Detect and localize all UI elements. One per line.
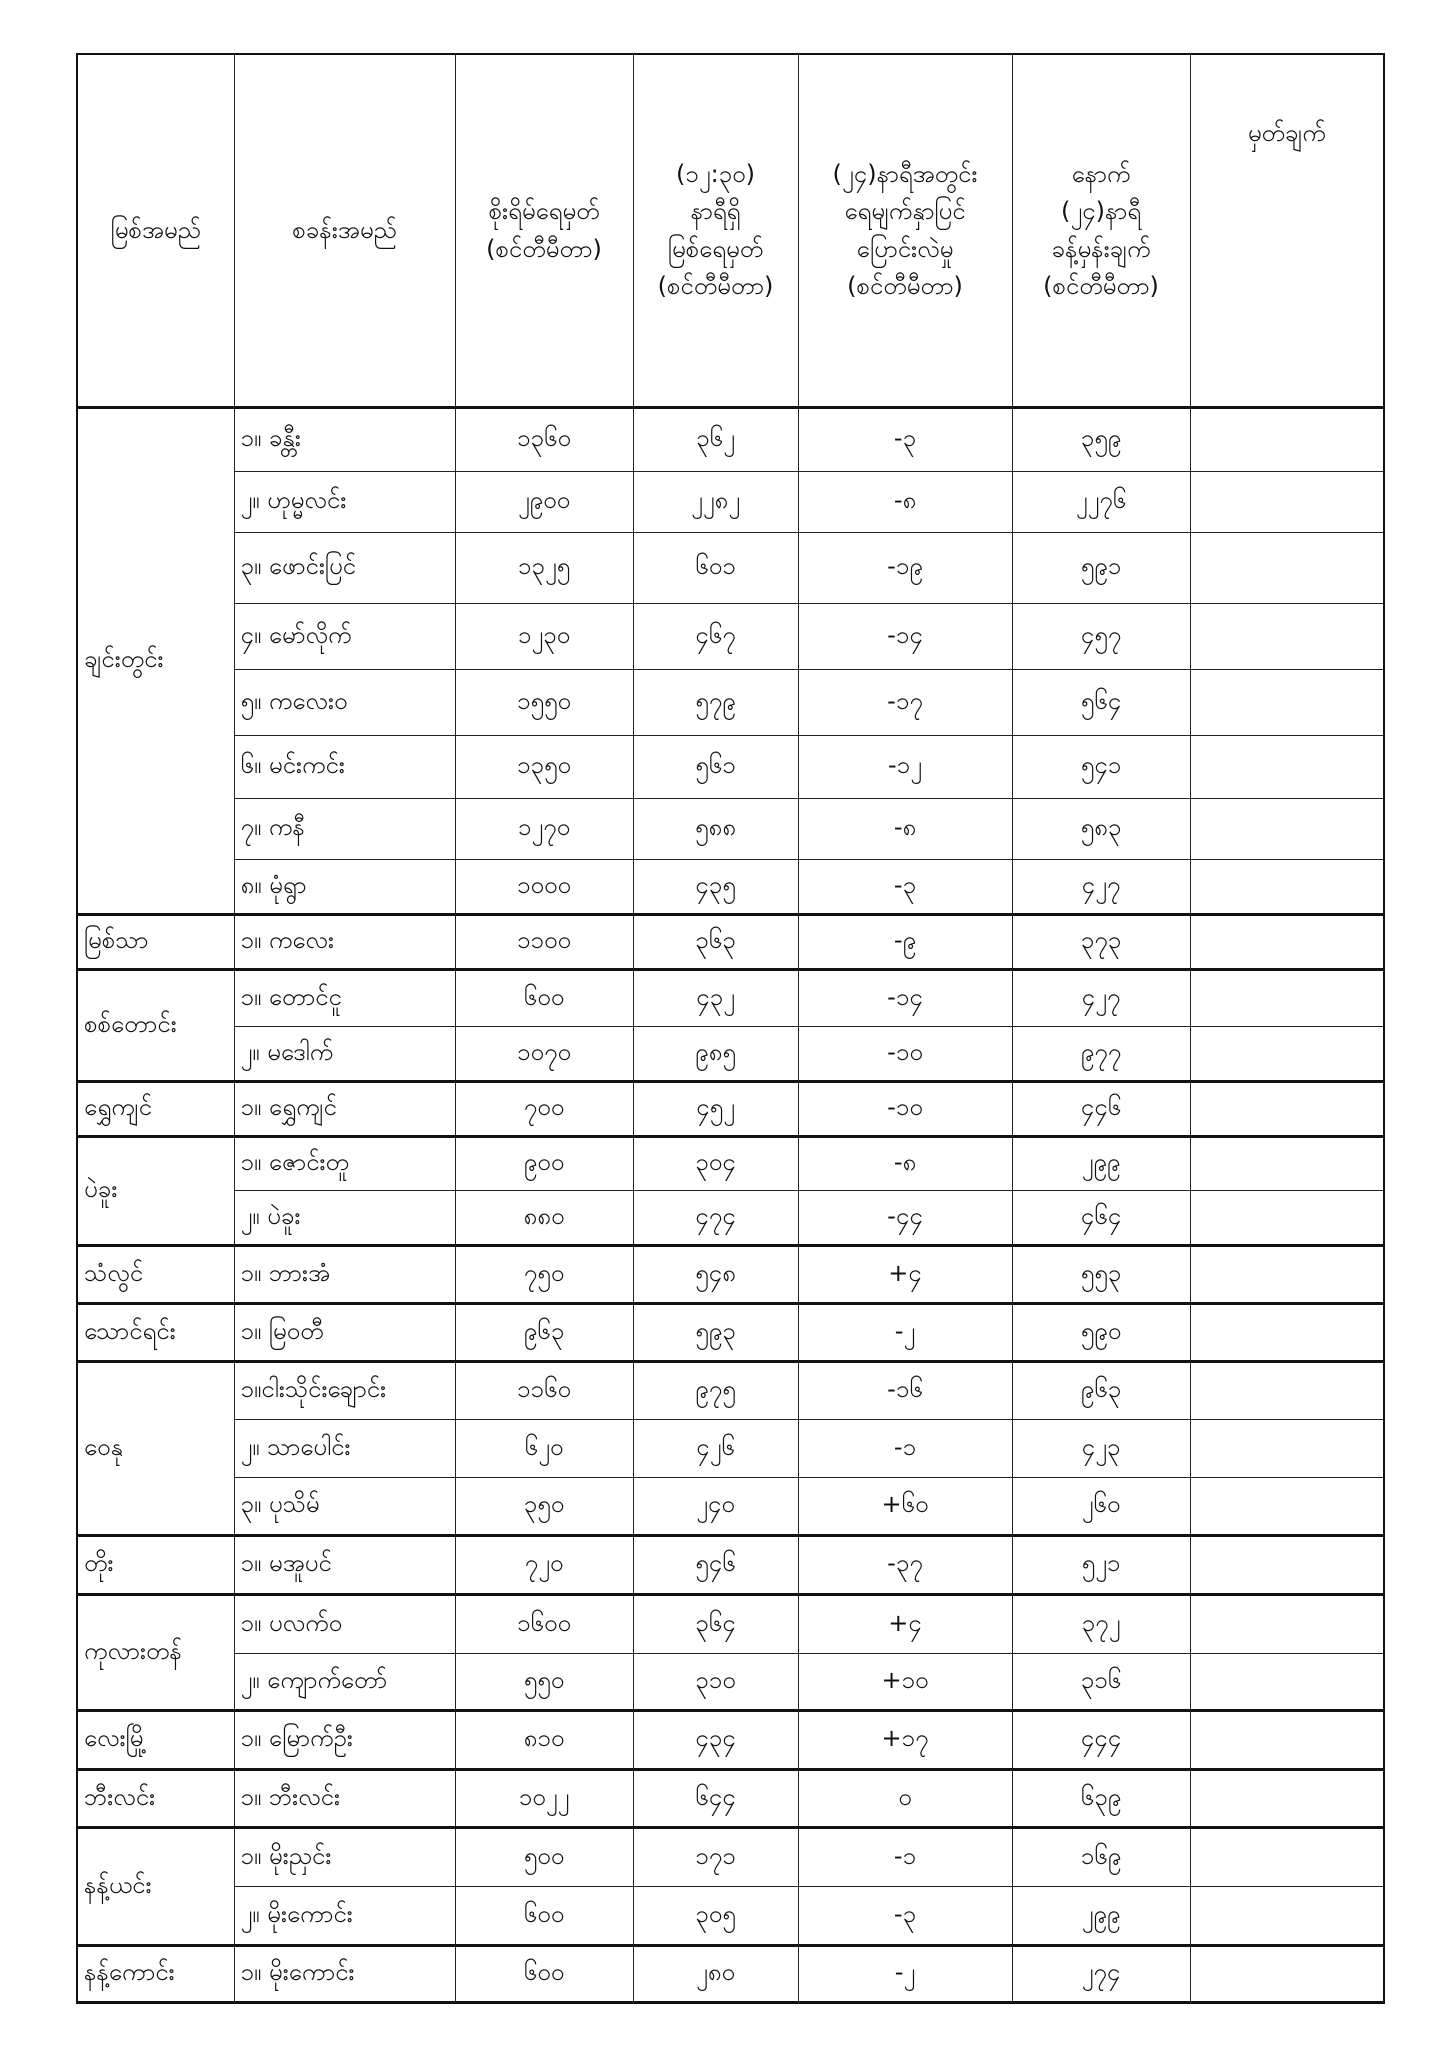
station-name: ၂။ ပဲခူး	[234, 1191, 455, 1246]
table-row	[77, 1478, 1384, 1536]
level-change: -၁၀	[798, 1082, 1012, 1137]
station-name: ၂။ ကျောက်တော်	[234, 1654, 455, 1711]
forecast-level: ၉၆၃	[1012, 1362, 1190, 1420]
danger-level: ၆၀၀	[455, 1946, 633, 2003]
station-name: ၄။ မော်လိုက်	[234, 604, 455, 670]
danger-level: ၁၃၂၅	[455, 533, 633, 604]
danger-level: ၁၃၆၀	[455, 408, 633, 472]
level-change: -၁၄	[798, 970, 1012, 1027]
danger-level: ၁၂၃၀	[455, 604, 633, 670]
forecast-level: ၅၄၁	[1012, 736, 1190, 799]
remark	[1190, 1478, 1384, 1536]
remark	[1190, 604, 1384, 670]
forecast-level: ၄၂၃	[1012, 1420, 1190, 1478]
forecast-level: ၅၉၀	[1012, 1304, 1190, 1362]
level-change: -၈	[798, 472, 1012, 533]
station-name: ၁။ ပလက်ဝ	[234, 1595, 455, 1654]
table-row	[77, 472, 1384, 533]
remark	[1190, 1887, 1384, 1946]
level-change: -၁၄	[798, 604, 1012, 670]
danger-level: ၈၈၀	[455, 1191, 633, 1246]
station-name: ၁။ ဘားအံ	[234, 1246, 455, 1304]
table-row	[77, 1828, 1384, 1887]
level-change: -၁၆	[798, 1362, 1012, 1420]
river-name: တိုး	[77, 1536, 234, 1595]
table-row	[77, 1027, 1384, 1082]
river-name: သံလွင်	[77, 1246, 234, 1304]
remark	[1190, 736, 1384, 799]
station-name: ၃။ ပုသိမ်	[234, 1478, 455, 1536]
remark	[1190, 1191, 1384, 1246]
level-change: -၃	[798, 1887, 1012, 1946]
forecast-level: ၄၆၄	[1012, 1191, 1190, 1246]
forecast-level: ၃၇၂	[1012, 1595, 1190, 1654]
remark	[1190, 1082, 1384, 1137]
remark	[1190, 1137, 1384, 1191]
current-level: ၄၇၄	[633, 1191, 798, 1246]
header-station-name: စခန်းအမည်	[234, 54, 455, 408]
current-level: ၅၉၃	[633, 1304, 798, 1362]
level-change: -၈	[798, 799, 1012, 860]
forecast-level: ၅၅၃	[1012, 1246, 1190, 1304]
station-name: ၈။ မုံရွာ	[234, 860, 455, 915]
remark	[1190, 1711, 1384, 1770]
river-water-level-table	[76, 53, 1385, 2004]
danger-level: ၇၂၀	[455, 1536, 633, 1595]
river-name: ကုလားတန်	[77, 1595, 234, 1711]
station-name: ၂။ မိုးကောင်း	[234, 1887, 455, 1946]
remark	[1190, 1595, 1384, 1654]
station-name: ၁။ မြဝတီ	[234, 1304, 455, 1362]
current-level: ၄၃၄	[633, 1711, 798, 1770]
remark	[1190, 1362, 1384, 1420]
current-level: ၃၀၄	[633, 1137, 798, 1191]
level-change: -၃၇	[798, 1536, 1012, 1595]
station-name: ၆။ မင်းကင်း	[234, 736, 455, 799]
danger-level: ၂၉၀၀	[455, 472, 633, 533]
level-change: -၈	[798, 1137, 1012, 1191]
table-row	[77, 1946, 1384, 2003]
level-change: -၁၉	[798, 533, 1012, 604]
current-level: ၄၅၂	[633, 1082, 798, 1137]
table-row	[77, 860, 1384, 915]
table-row	[77, 1770, 1384, 1828]
current-level: ၂၄၀	[633, 1478, 798, 1536]
level-change: -၃	[798, 860, 1012, 915]
header-danger-level: စိုးရိမ်ရေမှတ် (စင်တီမီတာ)	[455, 54, 633, 408]
table-row	[77, 604, 1384, 670]
danger-level: ၇၀၀	[455, 1082, 633, 1137]
danger-level: ၁၀၀၀	[455, 860, 633, 915]
current-level: ၅၈၈	[633, 799, 798, 860]
header-24h-change: (၂၄)နာရီအတွင်း ရေမျက်နှာပြင် ပြောင်းလဲမှု (စင်တီမီတာ)	[798, 54, 1012, 408]
level-change: -၄၄	[798, 1191, 1012, 1246]
remark	[1190, 1654, 1384, 1711]
danger-level: ၆၀၀	[455, 970, 633, 1027]
station-name: ၂။ မဒေါက်	[234, 1027, 455, 1082]
current-level: ၆၀၁	[633, 533, 798, 604]
river-name: လေးမြို့	[77, 1711, 234, 1770]
level-change: -၉	[798, 915, 1012, 970]
level-change: ၀	[798, 1770, 1012, 1828]
river-name: ဝေနု	[77, 1362, 234, 1536]
station-name: ၂။ ဟုမ္မလင်း	[234, 472, 455, 533]
level-change: -၁၂	[798, 736, 1012, 799]
header-24h-forecast: နောက် (၂၄)နာရီ ခန့်မှန်းချက် (စင်တီမီတာ)	[1012, 54, 1190, 408]
table-row	[77, 1711, 1384, 1770]
station-name: ၁။ ဇောင်းတူ	[234, 1137, 455, 1191]
station-name: ၃။ ဖောင်းပြင်	[234, 533, 455, 604]
current-level: ၃၀၅	[633, 1887, 798, 1946]
table-row	[77, 915, 1384, 970]
table-row	[77, 1304, 1384, 1362]
current-level: ၃၆၃	[633, 915, 798, 970]
current-level: ၄၂၆	[633, 1420, 798, 1478]
header-river-name: မြစ်အမည်	[77, 54, 234, 408]
remark	[1190, 970, 1384, 1027]
table-row	[77, 799, 1384, 860]
forecast-level: ၂၉၉	[1012, 1887, 1190, 1946]
station-name: ၂။ သာပေါင်း	[234, 1420, 455, 1478]
remark	[1190, 408, 1384, 472]
current-level: ၃၆၄	[633, 1595, 798, 1654]
current-level: ၅၇၉	[633, 670, 798, 736]
level-change: -၁၀	[798, 1027, 1012, 1082]
table-row	[77, 1137, 1384, 1191]
river-name: ချင်းတွင်း	[77, 408, 234, 915]
station-name: ၁။ ကလေး	[234, 915, 455, 970]
remark	[1190, 472, 1384, 533]
danger-level: ၈၁၀	[455, 1711, 633, 1770]
forecast-level: ၅၈၃	[1012, 799, 1190, 860]
level-change: +၁၇	[798, 1711, 1012, 1770]
current-level: ၁၇၁	[633, 1828, 798, 1887]
forecast-level: ၄၂၇	[1012, 860, 1190, 915]
station-name: ၁။ မိုးကောင်း	[234, 1946, 455, 2003]
forecast-level: ၅၉၁	[1012, 533, 1190, 604]
forecast-level: ၂၂၇၆	[1012, 472, 1190, 533]
level-change: -၁	[798, 1420, 1012, 1478]
table-row	[77, 1887, 1384, 1946]
river-name: နန့်ကောင်း	[77, 1946, 234, 2003]
danger-level: ၉၆၃	[455, 1304, 633, 1362]
remark	[1190, 1770, 1384, 1828]
table-row	[77, 533, 1384, 604]
current-level: ၉၇၅	[633, 1362, 798, 1420]
table-row	[77, 1420, 1384, 1478]
forecast-level: ၅၆၄	[1012, 670, 1190, 736]
current-level: ၂၈၀	[633, 1946, 798, 2003]
station-name: ၁။ငါးသိုင်းချောင်း	[234, 1362, 455, 1420]
level-change: +၆၀	[798, 1478, 1012, 1536]
header-row	[77, 54, 1384, 408]
station-name: ၁။ မိုးညှင်း	[234, 1828, 455, 1887]
river-name: ရွှေကျင်	[77, 1082, 234, 1137]
current-level: ၅၄၈	[633, 1246, 798, 1304]
current-level: ၅၆၁	[633, 736, 798, 799]
current-level: ၆၄၄	[633, 1770, 798, 1828]
danger-level: ၃၅၀	[455, 1478, 633, 1536]
danger-level: ၇၅၀	[455, 1246, 633, 1304]
header-current-level: (၁၂:၃၀) နာရီရှိ မြစ်ရေမှတ် (စင်တီမီတာ)	[633, 54, 798, 408]
river-name: ပဲခူး	[77, 1137, 234, 1246]
river-name: မြစ်သာ	[77, 915, 234, 970]
forecast-level: ၃၁၆	[1012, 1654, 1190, 1711]
table-body	[77, 408, 1384, 2003]
current-level: ၃၆၂	[633, 408, 798, 472]
remark	[1190, 1027, 1384, 1082]
river-name: ဘီးလင်း	[77, 1770, 234, 1828]
remark	[1190, 1304, 1384, 1362]
table-row	[77, 670, 1384, 736]
station-name: ၁။ ခန္တီး	[234, 408, 455, 472]
table-row	[77, 1654, 1384, 1711]
danger-level: ၁၁၆၀	[455, 1362, 633, 1420]
forecast-level: ၃၅၉	[1012, 408, 1190, 472]
station-name: ၁။ မအူပင်	[234, 1536, 455, 1595]
current-level: ၄၃၅	[633, 860, 798, 915]
forecast-level: ၉၇၇	[1012, 1027, 1190, 1082]
remark	[1190, 1246, 1384, 1304]
remark	[1190, 1420, 1384, 1478]
danger-level: ၁၆၀၀	[455, 1595, 633, 1654]
danger-level: ၁၁၀၀	[455, 915, 633, 970]
station-name: ၁။ ရွှေကျင်	[234, 1082, 455, 1137]
danger-level: ၁၀၇၀	[455, 1027, 633, 1082]
forecast-level: ၂၆၀	[1012, 1478, 1190, 1536]
danger-level: ၉၀၀	[455, 1137, 633, 1191]
level-change: +၄	[798, 1595, 1012, 1654]
remark	[1190, 860, 1384, 915]
level-change: +၁၀	[798, 1654, 1012, 1711]
level-change: -၁၇	[798, 670, 1012, 736]
table-row	[77, 1191, 1384, 1246]
forecast-level: ၂၉၉	[1012, 1137, 1190, 1191]
forecast-level: ၂၇၄	[1012, 1946, 1190, 2003]
station-name: ၁။ မြောက်ဦး	[234, 1711, 455, 1770]
current-level: ၂၂၈၂	[633, 472, 798, 533]
current-level: ၃၁၀	[633, 1654, 798, 1711]
current-level: ၉၈၅	[633, 1027, 798, 1082]
station-name: ၅။ ကလေးဝ	[234, 670, 455, 736]
remark	[1190, 915, 1384, 970]
forecast-level: ၄၄၄	[1012, 1711, 1190, 1770]
remark	[1190, 799, 1384, 860]
danger-level: ၅၅၀	[455, 1654, 633, 1711]
danger-level: ၅၀၀	[455, 1828, 633, 1887]
danger-level: ၁၅၅၀	[455, 670, 633, 736]
forecast-level: ၄၅၇	[1012, 604, 1190, 670]
river-name: သောင်ရင်း	[77, 1304, 234, 1362]
current-level: ၄၃၂	[633, 970, 798, 1027]
level-change: -၁	[798, 1828, 1012, 1887]
level-change: +၄	[798, 1246, 1012, 1304]
station-name: ၇။ ကနီ	[234, 799, 455, 860]
forecast-level: ၄၂၇	[1012, 970, 1190, 1027]
danger-level: ၁၃၅၀	[455, 736, 633, 799]
table-row	[77, 1536, 1384, 1595]
river-name: နန့်ယင်း	[77, 1828, 234, 1946]
forecast-level: ၅၂၁	[1012, 1536, 1190, 1595]
remark	[1190, 533, 1384, 604]
danger-level: ၁၀၂၂	[455, 1770, 633, 1828]
level-change: -၃	[798, 408, 1012, 472]
remark	[1190, 1828, 1384, 1887]
table-row	[77, 736, 1384, 799]
current-level: ၄၆၇	[633, 604, 798, 670]
station-name: ၁။ တောင်ငူ	[234, 970, 455, 1027]
header-remark: မှတ်ချက်	[1190, 54, 1384, 408]
table-row	[77, 1246, 1384, 1304]
table-row	[77, 1595, 1384, 1654]
level-change: -၂	[798, 1304, 1012, 1362]
danger-level: ၆၂၀	[455, 1420, 633, 1478]
remark	[1190, 1946, 1384, 2003]
forecast-level: ၄၄၆	[1012, 1082, 1190, 1137]
current-level: ၅၄၆	[633, 1536, 798, 1595]
forecast-level: ၁၆၉	[1012, 1828, 1190, 1887]
table-row	[77, 408, 1384, 472]
danger-level: ၁၂၇၀	[455, 799, 633, 860]
remark	[1190, 1536, 1384, 1595]
forecast-level: ၃၇၃	[1012, 915, 1190, 970]
remark	[1190, 670, 1384, 736]
station-name: ၁။ ဘီးလင်း	[234, 1770, 455, 1828]
level-change: -၂	[798, 1946, 1012, 2003]
table-row	[77, 1082, 1384, 1137]
table-row	[77, 970, 1384, 1027]
forecast-level: ၆၃၉	[1012, 1770, 1190, 1828]
danger-level: ၆၀၀	[455, 1887, 633, 1946]
table-row	[77, 1362, 1384, 1420]
river-name: စစ်တောင်း	[77, 970, 234, 1082]
